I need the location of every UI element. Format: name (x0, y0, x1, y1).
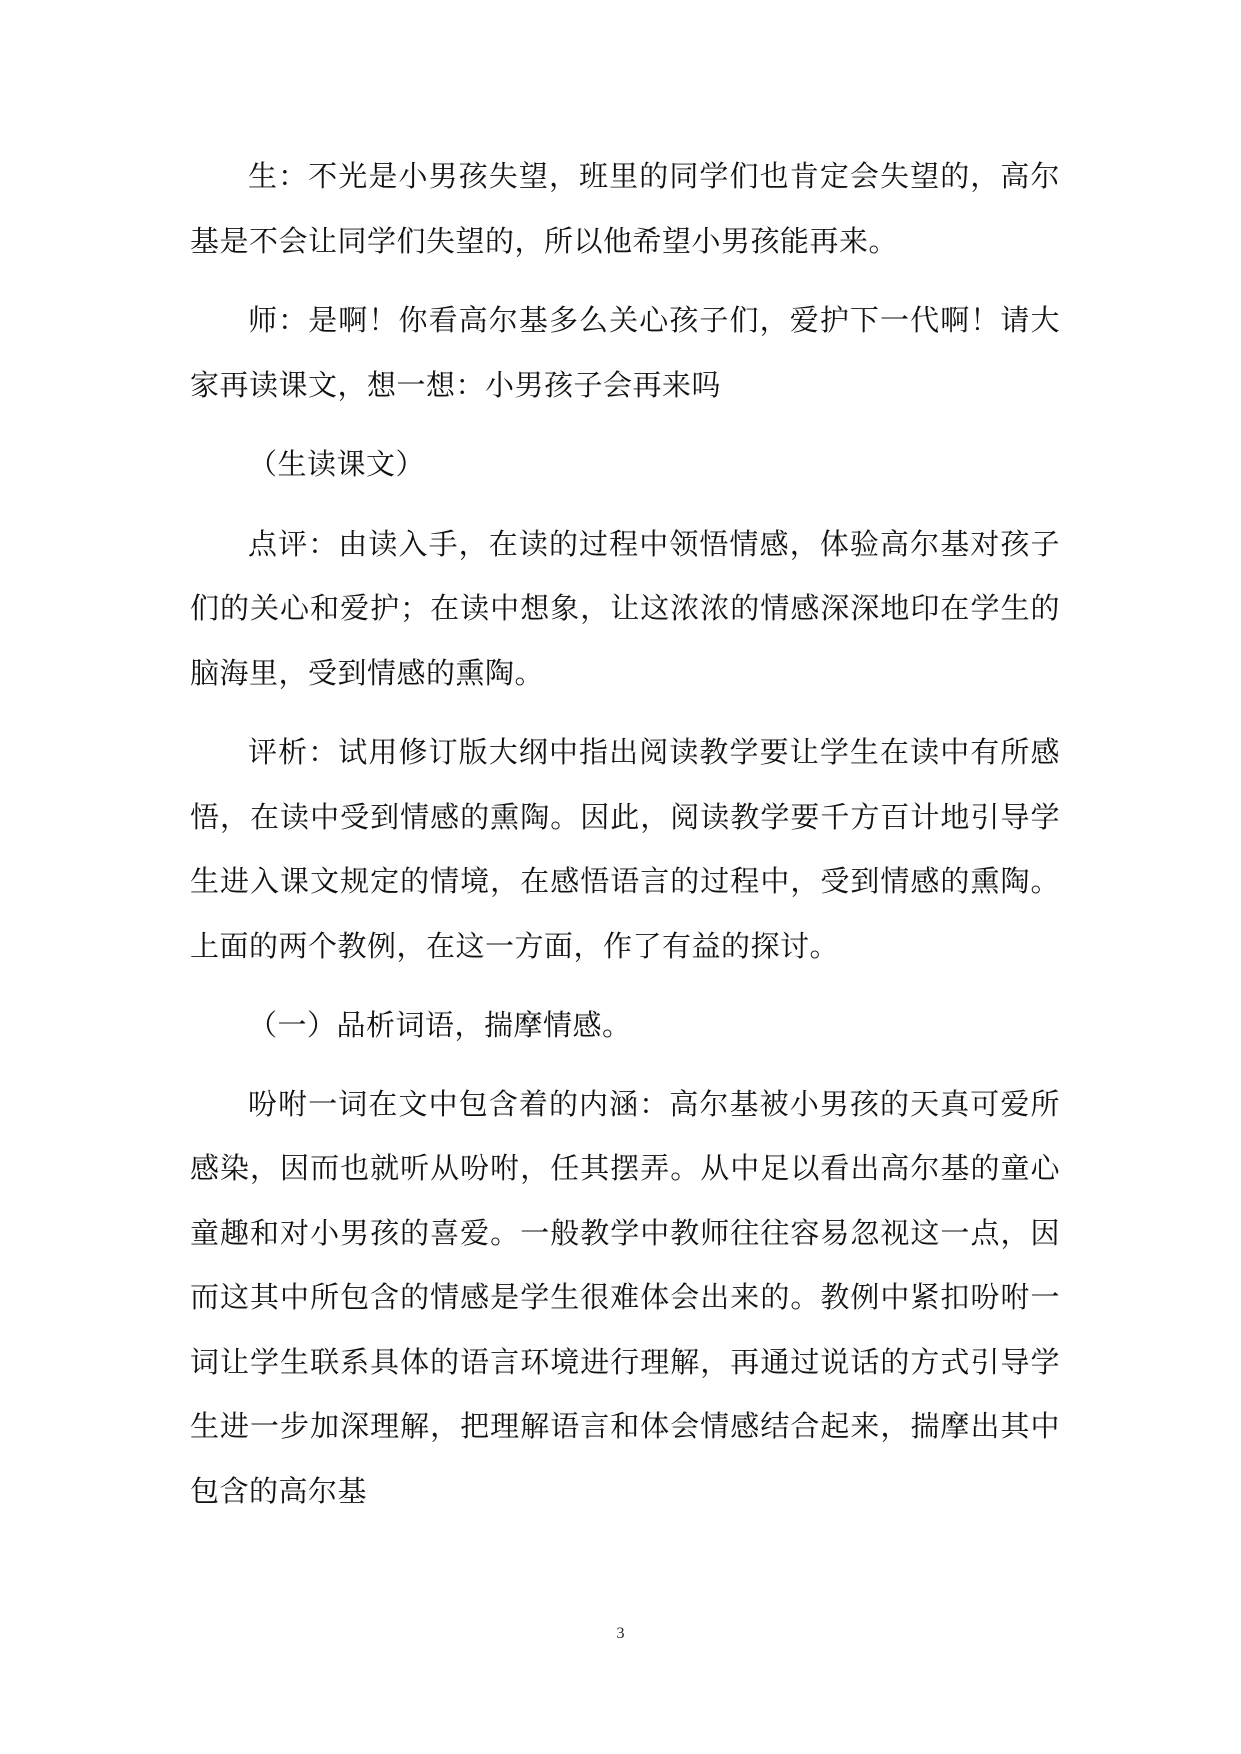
page-number: 3 (616, 1625, 625, 1642)
paragraph-student-reply: 生：不光是小男孩失望，班里的同学们也肯定会失望的，高尔基是不会让同学们失望的，所以他希望小男孩能再来。 (190, 159, 1060, 258)
section-heading-1: （一）品析词语，揣摩情感。 (248, 1008, 632, 1042)
paragraph-analysis: 评析：试用修订版大纲中指出阅读教学要让学生在读中有所感悟，在读中受到情感的熏陶。因此，阅读教学要千方百计地引导学生进入课文规定的情境，在感悟语言的过程中，受到情感的熏陶。上面的两个教例，在这一方面，作了有益的探讨。 (190, 735, 1060, 963)
paragraph-student-reading: （生读课文） (248, 447, 426, 481)
paragraph-word-analysis: 吩咐一词在文中包含着的内涵：高尔基被小男孩的天真可爱所感染，因而也就听从吩咐，任其摆弄。从中足以看出高尔基的童心童趣和对小男孩的喜爱。一般教学中教师往往容易忽视这一点，因而这其中所包含的情感是学生很难体会出来的。教例中紧扣吩咐一词让学生联系具体的语言环境进行理解，再通过说话的方式引导学生进一步加深理解，把理解语言和体会情感结合起来，揣摩出其中包含的高尔基 (190, 1086, 1060, 1508)
paragraph-teacher-prompt: 师：是啊！你看高尔基多么关心孩子们，爱护下一代啊！请大家再读课文，想一想：小男孩子会再来吗 (190, 303, 1060, 402)
paragraph-comment: 点评：由读入手，在读的过程中领悟情感，体验高尔基对孩子们的关心和爱护；在读中想象，让这浓浓的情感深深地印在学生的脑海里，受到情感的熏陶。 (190, 526, 1060, 690)
document-body (190, 144, 1060, 1538)
